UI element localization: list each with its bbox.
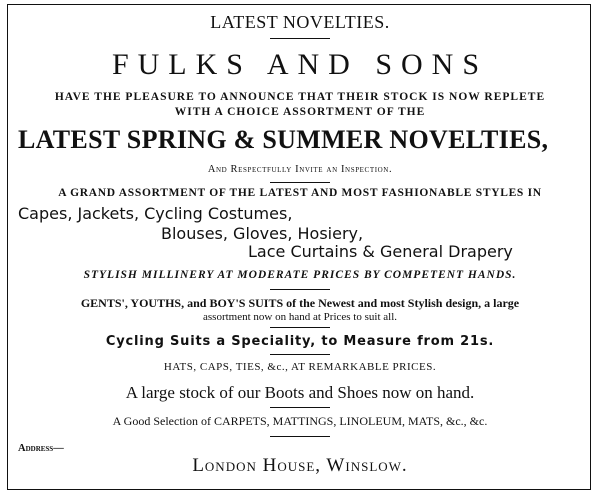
divider bbox=[270, 38, 330, 39]
items-line-3: Lace Curtains & General Drapery bbox=[248, 242, 513, 261]
boots-shoes-line: A large stock of our Boots and Shoes now on hand. bbox=[125, 383, 475, 402]
items-line-1: Capes, Jackets, Cycling Costumes, bbox=[18, 204, 293, 223]
divider bbox=[270, 289, 330, 290]
divider bbox=[270, 327, 330, 328]
assortment-line: A GRAND ASSORTMENT OF THE LATEST AND MOST FASHIONABLE STYLES IN bbox=[58, 187, 542, 199]
items-line-2: Blouses, Gloves, Hosiery, bbox=[161, 224, 364, 243]
headline: LATEST SPRING & SUMMER NOVELTIES, bbox=[18, 125, 549, 154]
heading: LATEST NOVELTIES. bbox=[210, 12, 390, 32]
carpets-line: A Good Selection of CARPETS, MATTINGS, LINOLEUM, MATS, &c., &c. bbox=[112, 414, 488, 428]
address: London House, Winslow. bbox=[192, 455, 408, 476]
divider bbox=[270, 436, 330, 437]
invitation: And Respectfully Invite an Inspection. bbox=[207, 164, 393, 175]
divider bbox=[270, 407, 330, 408]
suits-line-1: GENTS', YOUTHS, and BOY'S SUITS of the Newest and most Stylish design, a large bbox=[80, 296, 520, 310]
divider bbox=[270, 354, 330, 355]
address-label: Address— bbox=[18, 443, 64, 454]
firm-name: FULKS AND SONS bbox=[111, 48, 489, 81]
announcement-line-1: HAVE THE PLEASURE TO ANNOUNCE THAT THEIR STOCK IS NOW REPLETE bbox=[54, 91, 546, 103]
millinery-line: STYLISH MILLINERY AT MODERATE PRICES BY COMPETENT HANDS. bbox=[83, 269, 517, 281]
announcement-line-2: WITH A CHOICE ASSORTMENT OF THE bbox=[174, 106, 426, 118]
hats-line: HATS, CAPS, TIES, &c., AT REMARKABLE PRICES. bbox=[163, 361, 437, 373]
cycling-suits-line: Cycling Suits a Speciality, to Measure from 21s. bbox=[105, 334, 495, 349]
suits-line-2: assortment now on hand at Prices to suit all. bbox=[203, 311, 397, 323]
divider bbox=[270, 182, 330, 183]
